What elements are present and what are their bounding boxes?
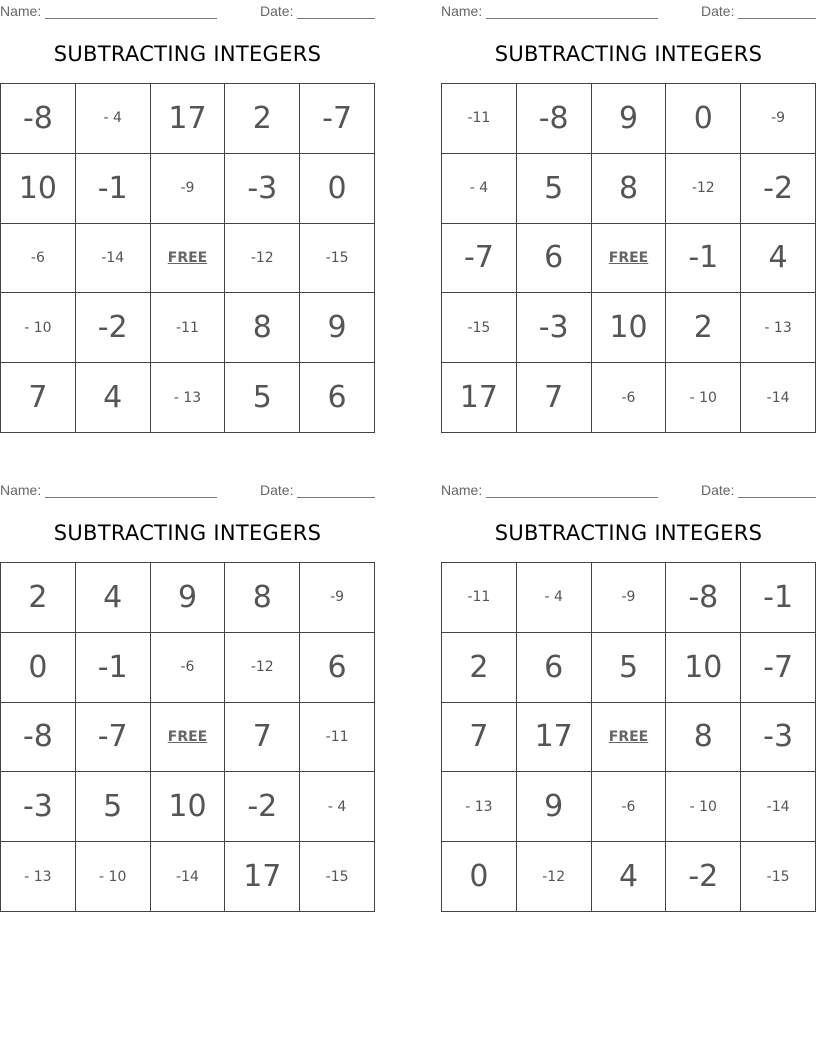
bingo-cell: -1 [666, 224, 741, 294]
bingo-cell: - 10 [666, 363, 741, 433]
bingo-grid [441, 562, 816, 912]
bingo-cell: 9 [300, 293, 375, 363]
bingo-cell: -7 [442, 224, 517, 294]
bingo-cell: -8 [1, 703, 76, 773]
bingo-cell: 4 [592, 842, 667, 912]
bingo-cell: 7 [1, 363, 76, 433]
bingo-cell: - 4 [517, 563, 592, 633]
free-space-cell: FREE [151, 703, 226, 773]
bingo-cell: 10 [151, 772, 226, 842]
bingo-cell: 2 [1, 563, 76, 633]
bingo-cell: - 13 [1, 842, 76, 912]
bingo-cell: -2 [225, 772, 300, 842]
bingo-cell: 9 [151, 563, 226, 633]
name-blank-line [486, 497, 658, 498]
bingo-cell: -6 [592, 772, 667, 842]
bingo-cell: -12 [225, 633, 300, 703]
bingo-cell: -2 [666, 842, 741, 912]
name-label: Name: [0, 482, 42, 498]
bingo-cell: -3 [741, 703, 816, 773]
free-space-cell: FREE [592, 703, 667, 773]
bingo-cell: -2 [741, 154, 816, 224]
date-label: Date: [260, 3, 294, 19]
bingo-cell: -14 [151, 842, 226, 912]
bingo-cell: -9 [592, 563, 667, 633]
bingo-cell: 6 [517, 633, 592, 703]
bingo-cell: -1 [741, 563, 816, 633]
bingo-cell: 6 [517, 224, 592, 294]
bingo-cell: - 10 [666, 772, 741, 842]
bingo-grid [0, 562, 375, 912]
bingo-cell: 10 [592, 293, 667, 363]
bingo-cell: 4 [76, 563, 151, 633]
bingo-cell: - 13 [442, 772, 517, 842]
name-blank-line [486, 18, 658, 19]
card-title: SUBTRACTING INTEGERS [494, 521, 763, 545]
bingo-cell: -15 [300, 224, 375, 294]
bingo-cell: 5 [592, 633, 667, 703]
bingo-cell: -8 [1, 84, 76, 154]
bingo-cell: 17 [442, 363, 517, 433]
bingo-cell: 10 [1, 154, 76, 224]
bingo-cell: -12 [225, 224, 300, 294]
bingo-cell: -11 [151, 293, 226, 363]
bingo-cell: - 13 [151, 363, 226, 433]
bingo-cell: -9 [300, 563, 375, 633]
bingo-cell: 8 [666, 703, 741, 773]
bingo-cell: 17 [151, 84, 226, 154]
bingo-cell: 5 [517, 154, 592, 224]
name-label: Name: [441, 482, 483, 498]
bingo-cell: -11 [442, 84, 517, 154]
bingo-cell: -6 [1, 224, 76, 294]
date-label: Date: [701, 3, 735, 19]
card-header [0, 482, 375, 498]
bingo-grid [441, 83, 816, 433]
bingo-cell: 4 [76, 363, 151, 433]
bingo-cell: -3 [517, 293, 592, 363]
bingo-cell: -15 [300, 842, 375, 912]
bingo-cell: -14 [76, 224, 151, 294]
card-title: SUBTRACTING INTEGERS [53, 521, 322, 545]
bingo-cell: -11 [442, 563, 517, 633]
bingo-cell: 0 [300, 154, 375, 224]
bingo-cell: -11 [300, 703, 375, 773]
card-title: SUBTRACTING INTEGERS [53, 42, 322, 66]
bingo-cell: -1 [76, 633, 151, 703]
bingo-cell: 0 [442, 842, 517, 912]
bingo-cell: -6 [592, 363, 667, 433]
date-label: Date: [260, 482, 294, 498]
date-blank-line [297, 18, 375, 19]
bingo-grid [0, 83, 375, 433]
bingo-card [0, 0, 375, 440]
bingo-card [0, 479, 375, 919]
bingo-cell: -7 [76, 703, 151, 773]
bingo-cell: -14 [741, 772, 816, 842]
date-blank-line [738, 18, 816, 19]
name-label: Name: [441, 3, 483, 19]
bingo-cell: 7 [517, 363, 592, 433]
bingo-cell: -15 [442, 293, 517, 363]
bingo-cell: -6 [151, 633, 226, 703]
bingo-cell: 9 [592, 84, 667, 154]
bingo-cell: -7 [741, 633, 816, 703]
bingo-cell: 0 [666, 84, 741, 154]
bingo-cell: 6 [300, 633, 375, 703]
date-blank-line [297, 497, 375, 498]
bingo-cell: -14 [741, 363, 816, 433]
bingo-cell: 5 [76, 772, 151, 842]
bingo-card [441, 0, 816, 440]
bingo-cell: - 10 [76, 842, 151, 912]
bingo-cell: -3 [225, 154, 300, 224]
bingo-cell: -9 [151, 154, 226, 224]
bingo-card [441, 479, 816, 919]
free-space-cell: FREE [151, 224, 226, 294]
bingo-cell: 5 [225, 363, 300, 433]
bingo-cell: 8 [225, 293, 300, 363]
bingo-cell: 2 [225, 84, 300, 154]
bingo-cell: -7 [300, 84, 375, 154]
bingo-cell: - 10 [1, 293, 76, 363]
bingo-cell: 2 [666, 293, 741, 363]
bingo-cell: 8 [225, 563, 300, 633]
bingo-cell: -2 [76, 293, 151, 363]
name-label: Name: [0, 3, 42, 19]
bingo-cell: 4 [741, 224, 816, 294]
bingo-cell: - 13 [741, 293, 816, 363]
bingo-cell: -8 [666, 563, 741, 633]
bingo-cell: 17 [225, 842, 300, 912]
bingo-cell: 9 [517, 772, 592, 842]
bingo-cell: -15 [741, 842, 816, 912]
bingo-cell: -12 [517, 842, 592, 912]
bingo-cell: -9 [741, 84, 816, 154]
card-header [441, 3, 816, 19]
bingo-cell: 0 [1, 633, 76, 703]
bingo-cell: 10 [666, 633, 741, 703]
date-blank-line [738, 497, 816, 498]
date-label: Date: [701, 482, 735, 498]
bingo-cell: - 4 [442, 154, 517, 224]
bingo-cell: 6 [300, 363, 375, 433]
card-header [441, 482, 816, 498]
bingo-cell: - 4 [76, 84, 151, 154]
bingo-cell: 2 [442, 633, 517, 703]
bingo-cell: -8 [517, 84, 592, 154]
bingo-cell: 17 [517, 703, 592, 773]
bingo-cell: -1 [76, 154, 151, 224]
bingo-cell: -3 [1, 772, 76, 842]
bingo-cell: -12 [666, 154, 741, 224]
card-header [0, 3, 375, 19]
bingo-cell: - 4 [300, 772, 375, 842]
card-title: SUBTRACTING INTEGERS [494, 42, 763, 66]
name-blank-line [45, 18, 217, 19]
free-space-cell: FREE [592, 224, 667, 294]
name-blank-line [45, 497, 217, 498]
bingo-cell: 8 [592, 154, 667, 224]
bingo-cell: 7 [225, 703, 300, 773]
bingo-cell: 7 [442, 703, 517, 773]
